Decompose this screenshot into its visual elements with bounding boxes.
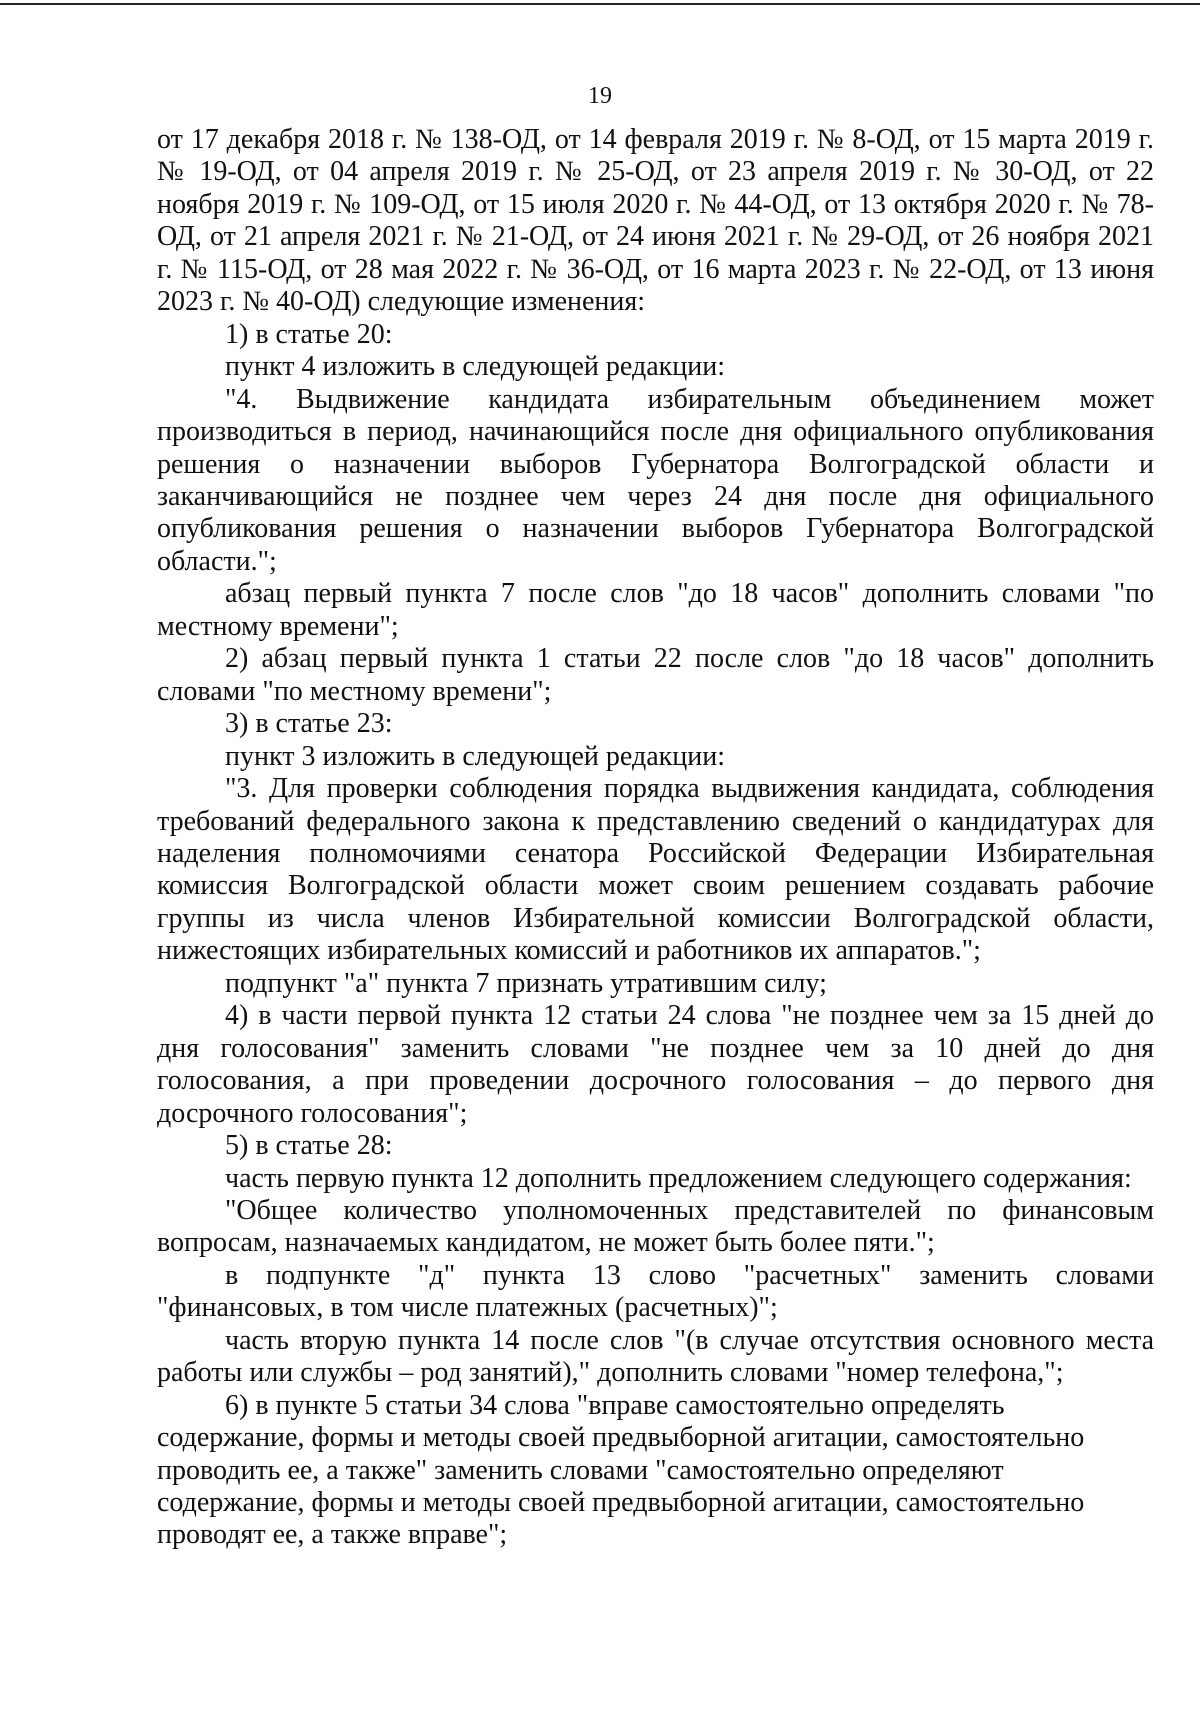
paragraph-item-6-article-34: 6) в пункте 5 статьи 34 слова "вправе самостоятельно определять содержание, формы и методы своей предвыборной агитации, самостоятельно проводить ее, а также" заменить словами "самостоятельно определяют содержание, формы и методы своей предвыборной агитации, самостоятельно проводят ее, а также вправе"; (157, 1389, 1085, 1551)
paragraph-item-3-article-23: 3) в статье 23: (225, 708, 393, 740)
document-body (157, 124, 1154, 1552)
paragraph-item-2-article-22: 2) абзац первый пункта 1 статьи 22 после слов "до 18 часов" дополнить словами "по местному времени"; (157, 643, 1154, 707)
paragraph-subclause-d-clause-13: в подпункте "д" пункта 13 слово "расчетных" заменить словами "финансовых, в том числе платежных (расчетных)"; (157, 1259, 1154, 1324)
paragraph-amended-acts-list: от 17 декабря 2018 г. № 138-ОД, от 14 февраля 2019 г. № 8-ОД, от 15 марта 2019 г. № 19-ОД, от 04 апреля 2019 г. № 25-ОД, от 23 апреля 2019 г. № 30-ОД, от 22 ноября 2019 г. № 109-ОД, от 15 июля 2020 г. № 44-ОД, от 13 октября 2020 г. № 78-ОД, от 21 апреля 2021 г. № 21-ОД, от 24 июня 2021 г. № 29-ОД, от 26 ноября 2021 г. № 115-ОД, от 28 мая 2022 г. № 36-ОД, от 16 марта 2023 г. № 22-ОД, от 13 июня 2023 г. № 40-ОД) следующие изменения: (157, 124, 1154, 318)
paragraph-clause-4-new-wording: пункт 4 изложить в следующей редакции: (225, 351, 725, 383)
paragraph-item-5-article-28: 5) в статье 28: (225, 1130, 393, 1162)
paragraph-clause-3-text: "3. Для проверки соблюдения порядка выдвижения кандидата, соблюдения требований федерального закона к представлению сведений о кандидатурах для наделения полномочиями сенатора Российской Федерации Избирательная комиссия Волгоградской области может своим решением создавать рабочие группы из числа членов Избирательной комиссии Волгоградской области, нижестоящих избирательных комиссий и работников их аппаратов."; (157, 773, 1154, 967)
paragraph-item-1-article-20: 1) в статье 20: (225, 318, 393, 350)
paragraph-clause-7-amendment: абзац первый пункта 7 после слов "до 18 часов" дополнить словами "по местному времени"; (157, 578, 1154, 642)
paragraph-clause-12-addition: часть первую пункта 12 дополнить предложением следующего содержания: (225, 1162, 1132, 1194)
scan-top-border (0, 3, 1200, 5)
paragraph-subclause-a-repealed: подпункт "а" пункта 7 признать утратившим силу; (225, 967, 827, 999)
paragraph-financial-representatives: "Общее количество уполномоченных представителей по финансовым вопросам, назначаемых кандидатом, не может быть более пяти."; (157, 1194, 1154, 1259)
paragraph-clause-4-text: "4. Выдвижение кандидата избирательным объединением может производиться в период, начинающийся после дня официального опубликования решения о назначении выборов Губернатора Волгоградской области и заканчивающийся не позднее чем через 24 дня после дня официального опубликования решения о назначении выборов Губернатора Волгоградской области."; (157, 383, 1154, 577)
paragraph-item-4-article-24: 4) в части первой пункта 12 статьи 24 слова "не позднее чем за 15 дней до дня голосования" заменить словами "не позднее чем за 10 дней до дня голосования, а при проведении досрочного голосования – до первого дня досрочного голосования"; (157, 1000, 1154, 1129)
paragraph-clause-14-addition: часть вторую пункта 14 после слов "(в случае отсутствия основного места работы или службы – род занятий)," дополнить словами "номер телефона,"; (157, 1324, 1154, 1389)
page-number: 19 (588, 83, 612, 109)
paragraph-clause-3-new-wording: пункт 3 изложить в следующей редакции: (225, 740, 725, 772)
